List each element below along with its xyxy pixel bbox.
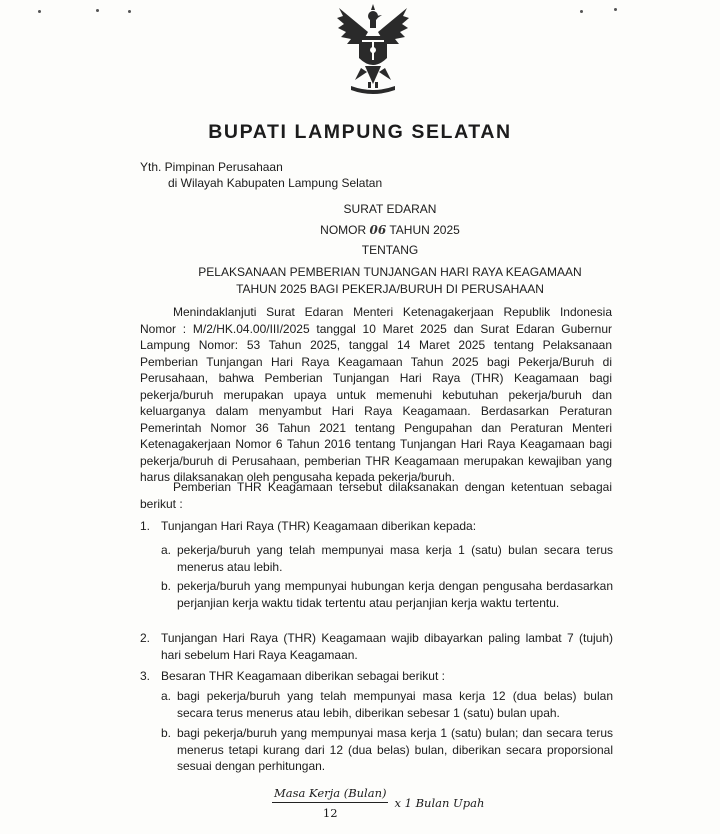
letter-type: SURAT EDARAN [343, 202, 437, 216]
garuda-emblem-icon [335, 2, 411, 102]
item-1b-marker: b. [161, 579, 172, 593]
item-3a-marker: a. [161, 689, 172, 703]
formula-numerator: Masa Kerja (Bulan) [272, 786, 388, 803]
formula-fraction [272, 786, 388, 820]
item-1-marker: 1. [140, 519, 151, 533]
letter-subject-line2: TAHUN 2025 BAGI PEKERJA/BURUH DI PERUSAHAAN [236, 282, 544, 296]
item-1a-marker: a. [161, 543, 172, 557]
nomor-prefix: NOMOR [320, 223, 367, 237]
addressee-location: di Wilayah Kabupaten Lampung Selatan [168, 176, 383, 190]
item-1a-text: pekerja/buruh yang telah mempunyai masa kerja 1 (satu) bulan secara terus menerus atau lebih. [177, 543, 613, 574]
item-3b-marker: b. [161, 726, 172, 740]
item-3-marker: 3. [140, 669, 151, 683]
item-3b-text: bagi pekerja/buruh yang mempunyai masa kerja 1 (satu) bulan; dan secara terus menerus tetapi kurang dari 12 (dua belas) bulan, diberikan secara proporsional sesuai dengan perhitungan. [177, 726, 613, 773]
letter-number [160, 222, 620, 239]
item-2-text: Tunjangan Hari Raya (THR) Keagamaan wajib dibayarkan paling lambat 7 (tujuh) hari sebelum Hari Raya Keagamaan. [161, 631, 613, 662]
addressee-line: Yth. Pimpinan Perusahaan [140, 160, 283, 174]
item-2-marker: 2. [140, 631, 151, 645]
item-3a-text: bagi pekerja/buruh yang telah mempunyai masa kerja 12 (dua belas) bulan secara terus menerus atau lebih, diberikan sebesar 1 (satu) bulan upah. [177, 689, 613, 720]
item-1b-text: pekerja/buruh yang mempunyai hubungan kerja dengan pengusaha berdasarkan perjanjian kerja waktu tidak tertentu atau perjanjian kerja waktu tertentu. [177, 579, 613, 610]
scan-speck [38, 10, 41, 13]
provisions-intro: Pemberian THR Keagamaan tersebut dilaksanakan dengan ketentuan sebagai berikut : [140, 480, 612, 511]
page-title: BUPATI LAMPUNG SELATAN [208, 121, 512, 143]
scan-speck [128, 10, 131, 13]
scan-speck [96, 9, 99, 12]
scan-speck [614, 8, 617, 11]
letter-subject-line1: PELAKSANAAN PEMBERIAN TUNJANGAN HARI RAYA KEAGAMAAN [198, 265, 582, 279]
scan-speck [580, 10, 583, 13]
thr-formula [272, 786, 484, 820]
formula-denominator: 12 [322, 806, 338, 820]
letter-about: TENTANG [361, 243, 419, 257]
nomor-year: TAHUN 2025 [389, 223, 460, 237]
formula-multiplier: x 1 Bulan Upah [394, 796, 485, 810]
item-1-text: Tunjangan Hari Raya (THR) Keagamaan diberikan kepada: [161, 519, 477, 533]
nomor-number: 06 [369, 223, 387, 237]
intro-paragraph: Menindaklanjuti Surat Edaran Menteri Ketenagakerjaan Republik Indonesia Nomor : M/2/HK.04.00/III/2025 tanggal 10 Maret 2025 dan Surat Edaran Gubernur Lampung Nomor: 53 Tahun 2025, tanggal 14 Maret 2025 tentang Pelaksanaan Pemberian Tunjangan Hari Raya Keagamaan Tahun 2025 bagi Pekerja/Buruh di Perusahaan, bahwa Pemberian Tunjangan Hari Raya (THR) Keagamaan bagi pekerja/buruh merupakan upaya untuk memenuhi kebutuhan pekerja/buruh dan keluarganya dalam menyambut Hari Raya Keagamaan. Berdasarkan Peraturan Pemerintah Nomor 36 Tahun 2021 tentang Pengupahan dan Peraturan Menteri Ketenagakerjaan Nomor 6 Tahun 2016 tentang Tunjangan Hari Raya Keagamaan bagi pekerja/buruh di Perusahaan, pemberian THR Keagamaan merupakan kewajiban yang harus dilaksanakan oleh pengusaha kepada pekerja/buruh. [140, 305, 612, 484]
item-3-text: Besaran THR Keagamaan diberikan sebagai berikut : [161, 669, 445, 683]
